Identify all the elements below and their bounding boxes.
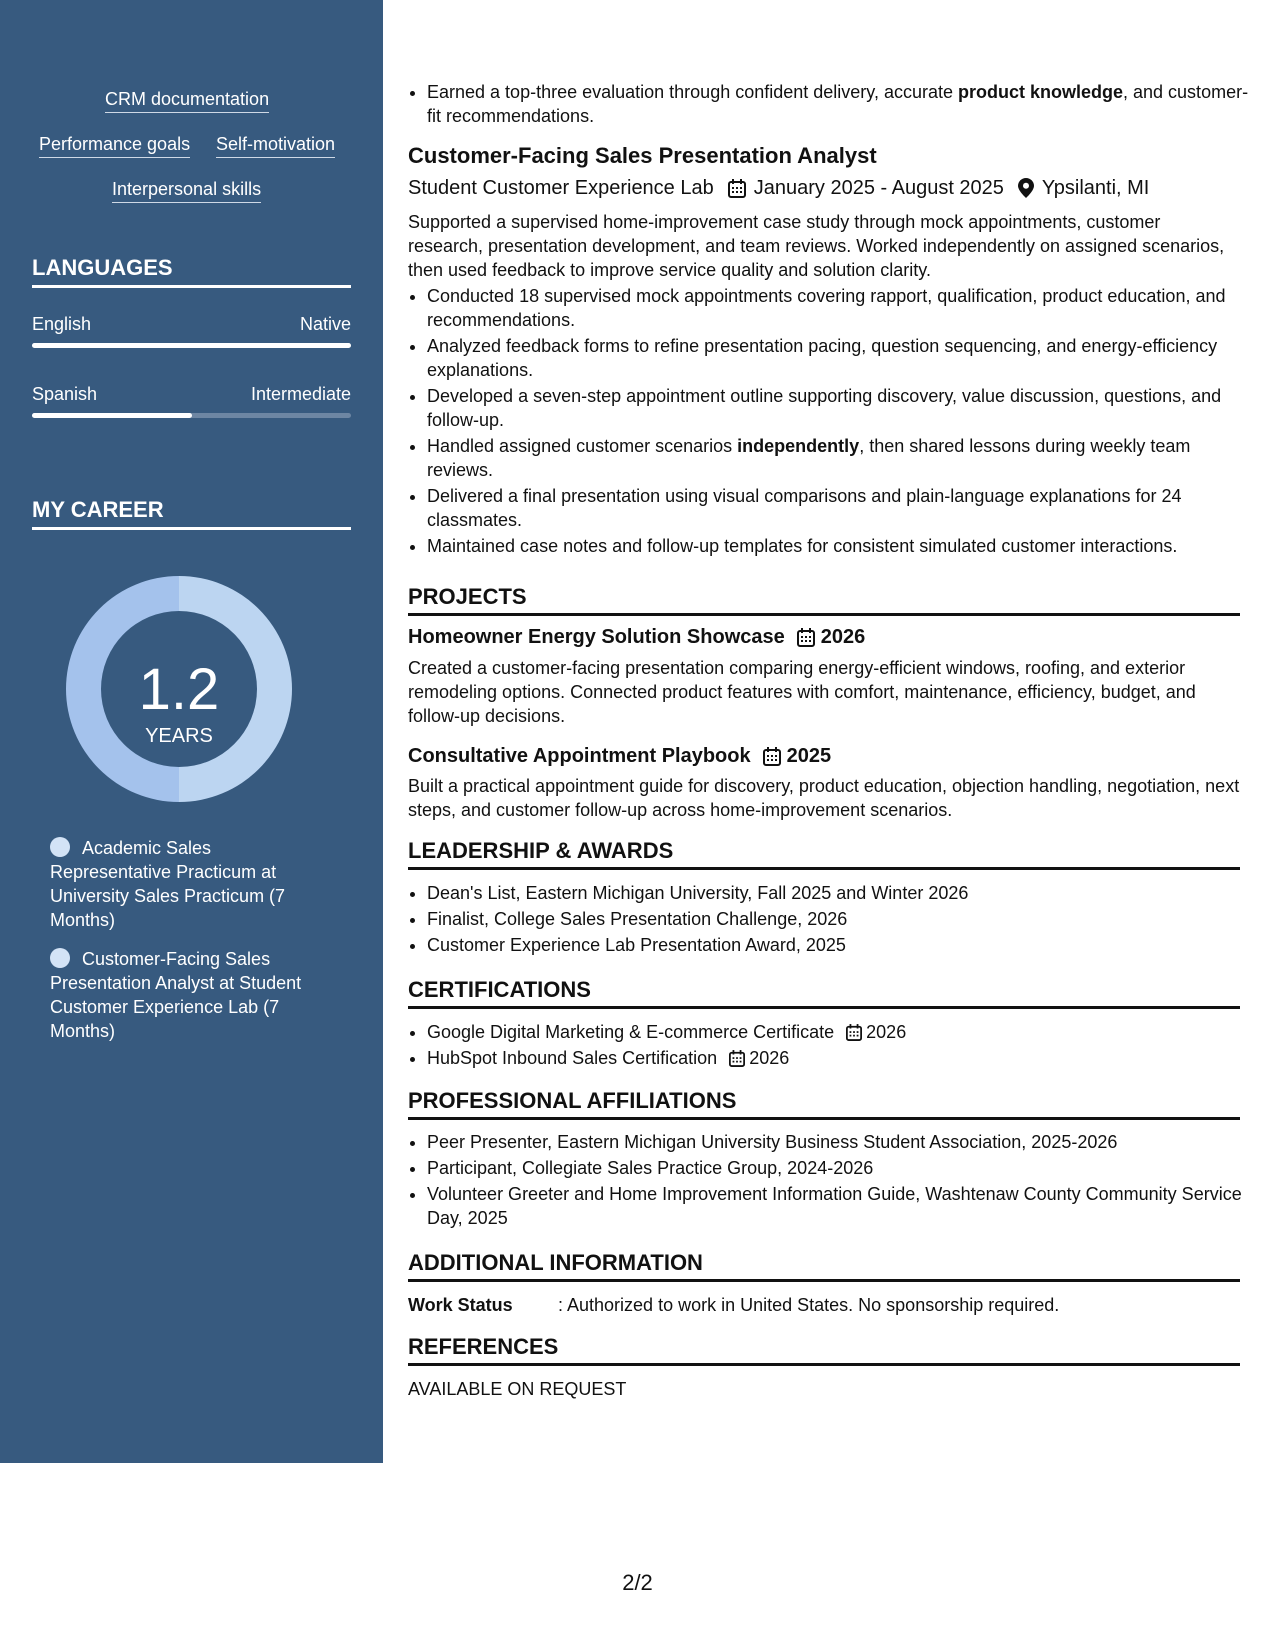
career-item <box>50 947 330 1043</box>
calendar-icon <box>797 628 815 647</box>
certification-year: 2026 <box>749 1048 790 1068</box>
certifications-heading: CERTIFICATIONS <box>408 977 1240 1009</box>
job-summary: Supported a supervised home-improvement case study through mock appointments, customer research, presentation development, and team reviews. Worked independently on assigned scenarios, then used feedback to improve service quality and solution clarity. <box>408 212 1225 280</box>
work-status-row <box>408 1293 1240 1317</box>
leadership-item: • Customer Experience Lab Presentation Award, 2025 <box>427 933 1259 957</box>
bullet-dot-icon <box>50 837 70 857</box>
language-row <box>32 383 351 405</box>
project-year: 2025 <box>786 745 832 767</box>
job-bullet: • Delivered a final presentation using visual comparisons and plain-language explanations for 24 classmates. <box>427 484 1259 532</box>
leadership-list <box>408 881 1259 959</box>
bullet-emphasis: product knowledge <box>958 82 1124 102</box>
references-text: AVAILABLE ON REQUEST <box>408 1379 627 1399</box>
skill-tag[interactable]: Interpersonal skills <box>112 178 261 203</box>
affiliations-heading: PROFESSIONAL AFFILIATIONS <box>408 1088 1240 1120</box>
job-dates: January 2025 - August 2025 <box>753 177 1004 199</box>
certifications-list <box>408 1020 1259 1072</box>
language-name: English <box>32 314 92 334</box>
job-bullet: • Analyzed feedback forms to refine presentation pacing, question sequencing, and energy-efficiency explanations. <box>427 334 1259 382</box>
job-meta <box>408 175 1240 201</box>
career-total-value: 1.2 <box>138 657 220 722</box>
career-item-text: Academic Sales Representative Practicum at University Sales Practicum (7 Months) <box>50 838 286 930</box>
bullet-text: Earned a top-three evaluation through confident delivery, accurate <box>427 82 958 102</box>
job-bullet-list <box>408 284 1259 560</box>
bullet-text: Handled assigned customer scenarios <box>427 436 738 456</box>
affiliations-list <box>408 1130 1259 1232</box>
project-description: Created a customer-facing presentation comparing energy-efficient windows, roofing, and exterior remodeling options. Connected product features with comfort, maintenance, efficiency, budget, and follow-up decisions. <box>408 658 1196 726</box>
affiliation-item: • Volunteer Greeter and Home Improvement Information Guide, Washtenaw County Community Service Day, 2025 <box>427 1182 1259 1230</box>
language-level: Native <box>299 314 351 334</box>
project-title: Consultative Appointment Playbook <box>408 745 751 767</box>
work-status-value: : Authorized to work in United States. No sponsorship required. <box>558 1295 1060 1315</box>
skill-tag[interactable]: Performance goals <box>39 133 190 158</box>
projects-heading: PROJECTS <box>408 584 1240 616</box>
career-donut-chart <box>66 576 292 802</box>
calendar-icon <box>729 1050 745 1067</box>
career-heading: MY CAREER <box>32 497 351 530</box>
location-pin-icon <box>1018 178 1034 198</box>
leadership-item: • Finalist, College Sales Presentation Challenge, 2026 <box>427 907 1259 931</box>
job-bullet: • Conducted 18 supervised mock appointments covering rapport, qualification, product education, and recommendations. <box>427 284 1259 332</box>
bullet-emphasis: independently <box>737 436 860 456</box>
affiliation-item: • Peer Presenter, Eastern Michigan University Business Student Association, 2025-2026 <box>427 1130 1259 1154</box>
project-year: 2026 <box>820 626 866 648</box>
career-item <box>50 836 330 932</box>
additional-info-heading: ADDITIONAL INFORMATION <box>408 1250 1240 1282</box>
job-location: Ypsilanti, MI <box>1041 177 1150 199</box>
experience-bullet-list <box>408 80 1259 130</box>
work-status-label: Work Status <box>408 1295 513 1315</box>
sidebar <box>0 0 383 1463</box>
project-description: Built a practical appointment guide for discovery, product education, objection handling, negotiation, next steps, and customer follow-up across home-improvement scenarios. <box>408 776 1240 820</box>
language-proficiency-bar <box>32 343 351 348</box>
job-title: Customer-Facing Sales Presentation Analyst <box>408 143 877 168</box>
certification-item <box>427 1046 1259 1070</box>
skill-tag[interactable]: Self-motivation <box>216 133 335 158</box>
bullet-text: , and customer-fit recommendations. <box>427 82 1249 126</box>
calendar-icon <box>728 179 746 198</box>
page-number: 2/2 <box>622 1570 653 1595</box>
job-bullet: • Maintained case notes and follow-up templates for consistent simulated customer interactions. <box>427 534 1259 558</box>
certification-year: 2026 <box>866 1022 907 1042</box>
language-level: Intermediate <box>250 384 351 404</box>
language-proficiency-bar <box>32 413 351 418</box>
career-item-text: Customer-Facing Sales Presentation Analyst at Student Customer Experience Lab (7 Months) <box>50 949 302 1041</box>
project-title-row <box>408 624 1240 650</box>
bullet-text: , then shared lessons during weekly team reviews. <box>427 436 1191 480</box>
job-bullet: • Developed a seven-step appointment outline supporting discovery, value discussion, questions, and follow-up. <box>427 384 1259 432</box>
project-title-row <box>408 743 1240 769</box>
affiliation-item: • Participant, Collegiate Sales Practice Group, 2024-2026 <box>427 1156 1259 1180</box>
project-title: Homeowner Energy Solution Showcase <box>408 626 785 648</box>
calendar-icon <box>763 747 781 766</box>
certification-name: • HubSpot Inbound Sales Certification <box>427 1048 718 1068</box>
job-bullet <box>427 434 1259 482</box>
leadership-heading: LEADERSHIP & AWARDS <box>408 838 1240 870</box>
references-heading: REFERENCES <box>408 1334 1240 1366</box>
job-company: Student Customer Experience Lab <box>408 177 714 199</box>
calendar-icon <box>846 1024 862 1041</box>
certification-name: • Google Digital Marketing & E-commerce Certificate <box>427 1022 835 1042</box>
language-row <box>32 313 351 335</box>
certification-item <box>427 1020 1259 1044</box>
skill-tag[interactable]: CRM documentation <box>105 88 269 113</box>
career-total-unit: YEARS <box>145 725 213 747</box>
experience-bullet <box>427 80 1259 128</box>
bullet-dot-icon <box>50 948 70 968</box>
language-proficiency-fill <box>32 343 351 348</box>
leadership-item: • Dean's List, Eastern Michigan University, Fall 2025 and Winter 2026 <box>427 881 1259 905</box>
language-name: Spanish <box>32 384 98 404</box>
languages-heading: LANGUAGES <box>32 255 351 288</box>
language-proficiency-fill <box>32 413 192 418</box>
